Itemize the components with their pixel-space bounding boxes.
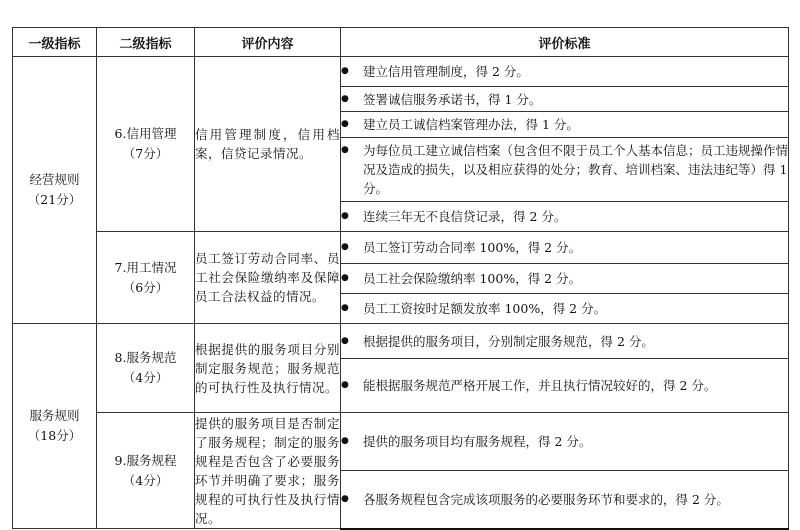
bullet-icon: ● <box>341 242 349 252</box>
header-level1: 一级指标 <box>13 28 97 57</box>
content-cell: 信用管理制度，信用档案，信贷记录情况。 <box>195 57 341 232</box>
level2-name: 9.服务规程 <box>114 452 177 468</box>
header-content: 评价内容 <box>195 28 341 57</box>
bullet-icon: ● <box>341 335 349 346</box>
bullet-icon: ● <box>341 119 349 129</box>
criterion-cell: ● 根据提供的服务项目，分别制定服务规范，得 2 分。 <box>341 324 789 359</box>
criterion-cell: ● 建立员工诚信档案管理办法，得 1 分。 <box>341 112 789 138</box>
criterion-cell: ● 提供的服务项目均有服务规程，得 2 分。 <box>341 413 789 471</box>
table-row <box>13 324 789 359</box>
content-cell: 根据提供的服务项目分别制定服务规范；服务规范的可执行性及执行情况。 <box>195 324 341 413</box>
criterion-cell: ● 建立信用管理制度，得 2 分。 <box>341 57 789 87</box>
bullet-icon: ● <box>341 273 349 283</box>
level2-cell-employment <box>97 232 195 324</box>
criterion-cell: ● 能根据服务规范严格开展工作，并且执行情况较好的，得 2 分。 <box>341 359 789 413</box>
evaluation-table <box>12 27 789 530</box>
content-cell: 提供的服务项目是否制定了服务规程；制定的服务规程是否包含了必要服务环节并明确了要求；服务规程的可执行性及执行情况。 <box>195 413 341 529</box>
bullet-icon: ● <box>341 303 349 313</box>
level2-cell-credit <box>97 57 195 232</box>
table-row <box>13 232 789 264</box>
bullet-icon: ● <box>341 66 349 76</box>
level1-cell-service <box>13 324 97 529</box>
level2-score: （4分） <box>122 472 169 488</box>
level1-score: （21分） <box>27 192 82 207</box>
content-cell: 员工签订劳动合同率、员工社会保险缴纳率及保障员工合法权益的情况。 <box>195 232 341 324</box>
criterion-cell: ● 签署诚信服务承诺书，得 1 分。 <box>341 87 789 112</box>
bullet-icon: ● <box>341 145 349 155</box>
bullet-icon: ● <box>341 493 349 504</box>
level2-name: 6.信用管理 <box>114 126 177 141</box>
level2-name: 7.用工情况 <box>114 259 177 275</box>
bullet-icon: ● <box>341 93 349 104</box>
level2-score: （7分） <box>122 146 169 161</box>
bullet-icon: ● <box>341 436 349 446</box>
header-row <box>13 28 789 57</box>
level2-cell-procedure <box>97 413 195 529</box>
level2-cell-spec <box>97 324 195 413</box>
bullet-icon: ● <box>341 211 349 221</box>
criterion-cell: ● 为每位员工建立诚信档案（包含但不限于员工个人基本信息；员工违规操作情况及造成的损失，以及相应获得的处分；教育、培训档案、违法违纪等）得 1 分。 <box>341 138 789 202</box>
level1-score: （18分） <box>27 428 82 443</box>
header-standard: 评价标准 <box>341 28 789 57</box>
level1-name: 经营规则 <box>29 172 80 187</box>
level1-cell-business <box>13 57 97 324</box>
bullet-icon: ● <box>341 380 349 390</box>
criterion-cell: ● 各服务规程包含完成该项服务的必要服务环节和要求的，得 2 分。 <box>341 471 789 529</box>
criterion-cell: ● 员工签订劳动合同率 100%，得 2 分。 <box>341 232 789 264</box>
header-level2: 二级指标 <box>97 28 195 57</box>
criterion-cell: ● 员工工资按时足额发放率 100%，得 2 分。 <box>341 294 789 324</box>
level1-name: 服务规则 <box>29 408 80 423</box>
table-row <box>13 57 789 87</box>
table-row <box>13 413 789 471</box>
level2-score: （6分） <box>122 279 169 295</box>
criterion-cell: ● 员工社会保险缴纳率 100%，得 2 分。 <box>341 264 789 294</box>
level2-name: 8.服务规范 <box>114 350 177 365</box>
criterion-cell: ● 连续三年无不良信贷记录，得 2 分。 <box>341 202 789 232</box>
level2-score: （4分） <box>122 370 169 385</box>
